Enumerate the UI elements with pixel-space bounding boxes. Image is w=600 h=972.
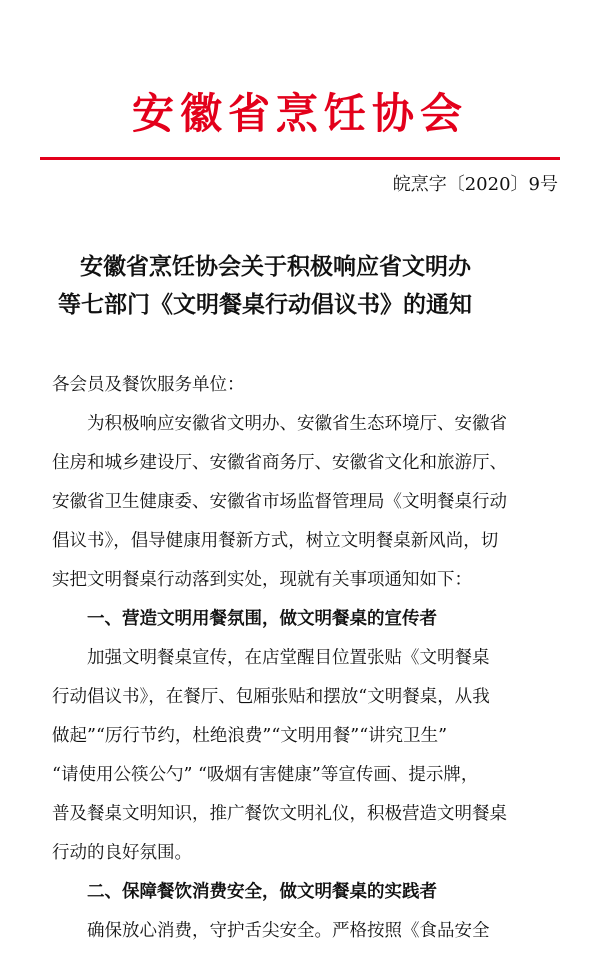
intro-line: 安徽省卫生健康委、安徽省市场监督管理局《文明餐桌行动 [52, 492, 507, 512]
section-1-line: 普及餐桌文明知识，推广餐饮文明礼仪，积极营造文明餐桌 [52, 804, 507, 824]
intro-line: 住房和城乡建设厅、安徽省商务厅、安徽省文化和旅游厅、 [52, 453, 507, 473]
section-1-line: “请使用公筷公勺” “吸烟有害健康”等宣传画、提示牌， [52, 765, 479, 785]
notice-title [58, 248, 558, 324]
intro-line: 倡议书》，倡导健康用餐新方式，树立文明餐桌新风尚，切 [52, 531, 499, 551]
section-1-line: 行动倡议书》，在餐厅、包厢张贴和摆放“文明餐桌，从我 [52, 687, 490, 707]
section-2-line: 确保放心消费，守护舌尖安全。严格按照《食品安全 [87, 921, 490, 941]
red-header-rule [40, 157, 560, 160]
org-header-title: 安徽省烹饪协会 [131, 89, 468, 138]
section-1-line: 做起”“厉行节约，杜绝浪费”“文明用餐”“讲究卫生” [52, 726, 448, 746]
document-number: 皖烹字〔2020〕9号 [392, 174, 558, 195]
section-1-line: 行动的良好氛围。 [52, 843, 192, 863]
notice-body [52, 366, 562, 951]
section-2-heading: 二、保障餐饮消费安全，做文明餐桌的实践者 [87, 882, 437, 902]
section-1-line: 加强文明餐桌宣传，在店堂醒目位置张贴《文明餐桌 [87, 648, 490, 668]
notice-title-line-1: 安徽省烹饪协会关于积极响应省文明办 [80, 254, 471, 280]
salutation: 各会员及餐饮服务单位： [52, 375, 245, 395]
section-1-heading: 一、营造文明用餐氛围，做文明餐桌的宣传者 [87, 609, 437, 629]
intro-line: 实把文明餐桌行动落到实处，现就有关事项通知如下： [52, 570, 472, 590]
notice-title-line-2: 等七部门《文明餐桌行动倡议书》的通知 [58, 292, 472, 318]
intro-line: 为积极响应安徽省文明办、安徽省生态环境厅、安徽省 [87, 414, 507, 434]
